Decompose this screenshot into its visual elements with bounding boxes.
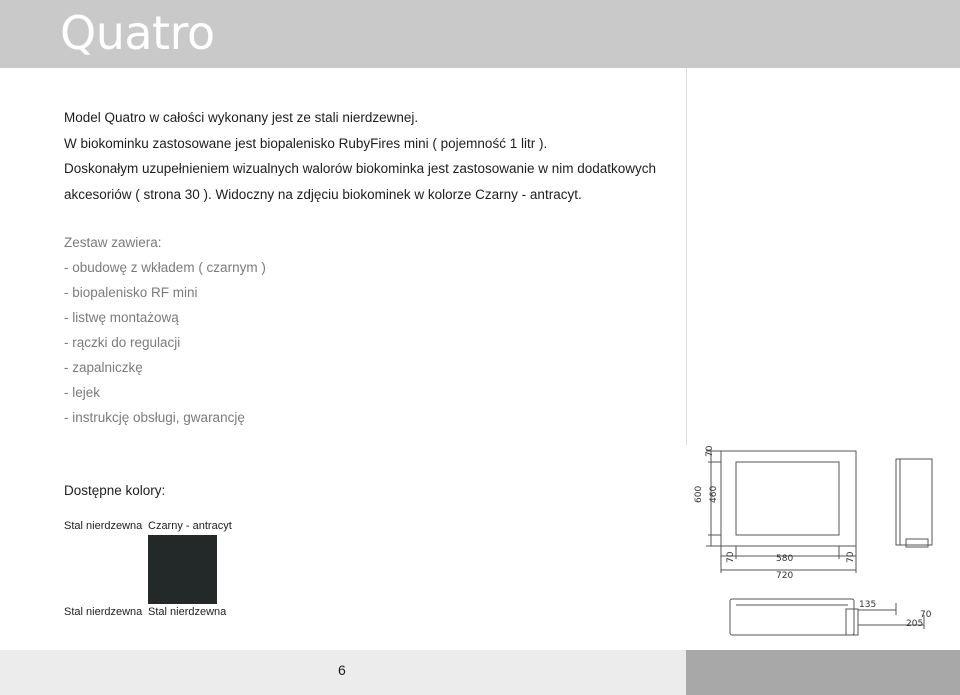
dim-label: 580 — [776, 554, 794, 564]
set-item: - lejek — [64, 385, 101, 400]
color-label: Stal nierdzewna — [64, 606, 143, 618]
color-swatch-anthracite — [148, 535, 217, 604]
description-line: akcesoriów ( strona 30 ). Widoczny na zdjęciu biokominek w kolorze Czarny - antracyt. — [64, 186, 582, 202]
front-view-outline — [721, 451, 856, 546]
footer-accent — [686, 650, 960, 695]
description-line: W biokominku zastosowane jest biopalenisko RubyFires mini ( pojemność 1 litr ). — [64, 135, 548, 151]
description-line: Model Quatro w całości wykonany jest ze stali nierdzewnej. — [64, 110, 419, 125]
page-title: Quatro — [60, 6, 215, 60]
top-view-outline — [730, 599, 854, 635]
set-heading: Zestaw zawiera: — [64, 235, 162, 250]
set-item: - zapalniczkę — [64, 360, 143, 375]
dim-label: 135 — [859, 600, 877, 610]
set-item: - instrukcję obsługi, gwarancję — [64, 410, 245, 425]
dim-label: 70 — [705, 445, 715, 457]
dim-label: 70 — [846, 551, 856, 563]
color-label: Stal nierdzewna — [148, 606, 227, 618]
header-bar — [0, 0, 960, 68]
set-item: - obudowę z wkładem ( czarnym ) — [64, 260, 266, 275]
set-item: - listwę montażową — [64, 310, 179, 325]
color-label: Stal nierdzewna — [64, 520, 143, 532]
dim-label: 205 — [906, 619, 924, 629]
set-item: - biopalenisko RF mini — [64, 285, 198, 300]
page-number: 6 — [338, 662, 346, 678]
dim-label: 70 — [726, 551, 736, 563]
dim-label: 600 — [694, 485, 704, 503]
product-photo-area — [686, 68, 960, 445]
technical-drawing — [686, 445, 960, 645]
set-item: - rączki do regulacji — [64, 335, 181, 350]
dim-label: 70 — [920, 610, 932, 620]
color-label: Czarny - antracyt — [148, 520, 232, 532]
front-view-opening — [736, 462, 839, 535]
colors-heading: Dostępne kolory: — [64, 483, 166, 498]
description-line: Doskonałym uzupełnieniem wizualnych walorów biokominka jest zastosowanie w nim dodatkowych — [64, 161, 657, 176]
side-view-outline — [896, 459, 932, 545]
dim-label: 720 — [776, 571, 794, 581]
dim-label: 460 — [709, 485, 719, 503]
set-contents — [64, 230, 266, 430]
description — [64, 105, 684, 207]
